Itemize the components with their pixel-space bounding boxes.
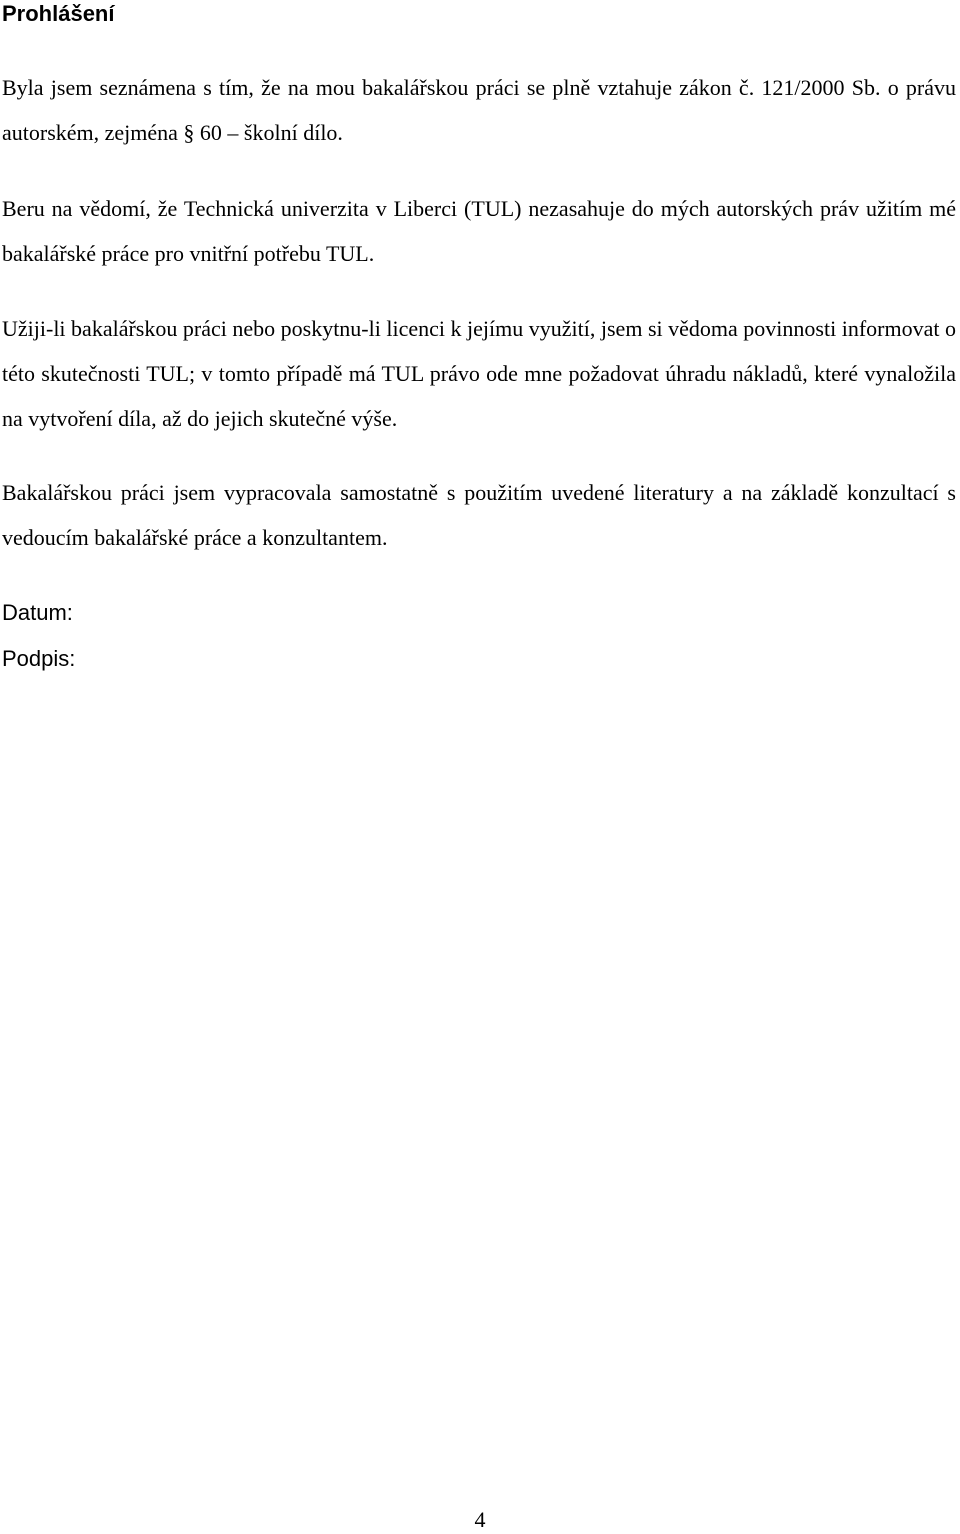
page-title: Prohlášení [2,1,115,26]
paragraph-independent-work: Bakalářskou práci jsem vypracovala samostatně s použitím uvedené literatury a na základě konzultací s vedoucím bakalářské práce a konzultantem. [2,480,956,550]
signature-label: Podpis: [2,646,76,671]
page-number: 4 [474,1507,486,1532]
paragraph-tul-rights: Beru na vědomí, že Technická univerzita v Liberci (TUL) nezasahuje do mých autorských práv užitím mé bakalářské práce pro vnitřní potřebu TUL. [2,196,956,266]
paragraph-copyright-law: Byla jsem seznámena s tím, že na mou bakalářskou práci se plně vztahuje zákon č. 121/2000 Sb. o právu autorském, zejména § 60 – školní dílo. [2,75,956,145]
date-label: Datum: [2,600,73,625]
paragraph-license-obligation: Užiji-li bakalářskou práci nebo poskytnu-li licenci k jejímu využití, jsem si vědoma povinnosti informovat o této skutečnosti TUL; v tomto případě má TUL právo ode mne požadovat úhradu nákladů, které vynaložila na vytvoření díla, až do jejich skutečné výše. [2,316,956,431]
